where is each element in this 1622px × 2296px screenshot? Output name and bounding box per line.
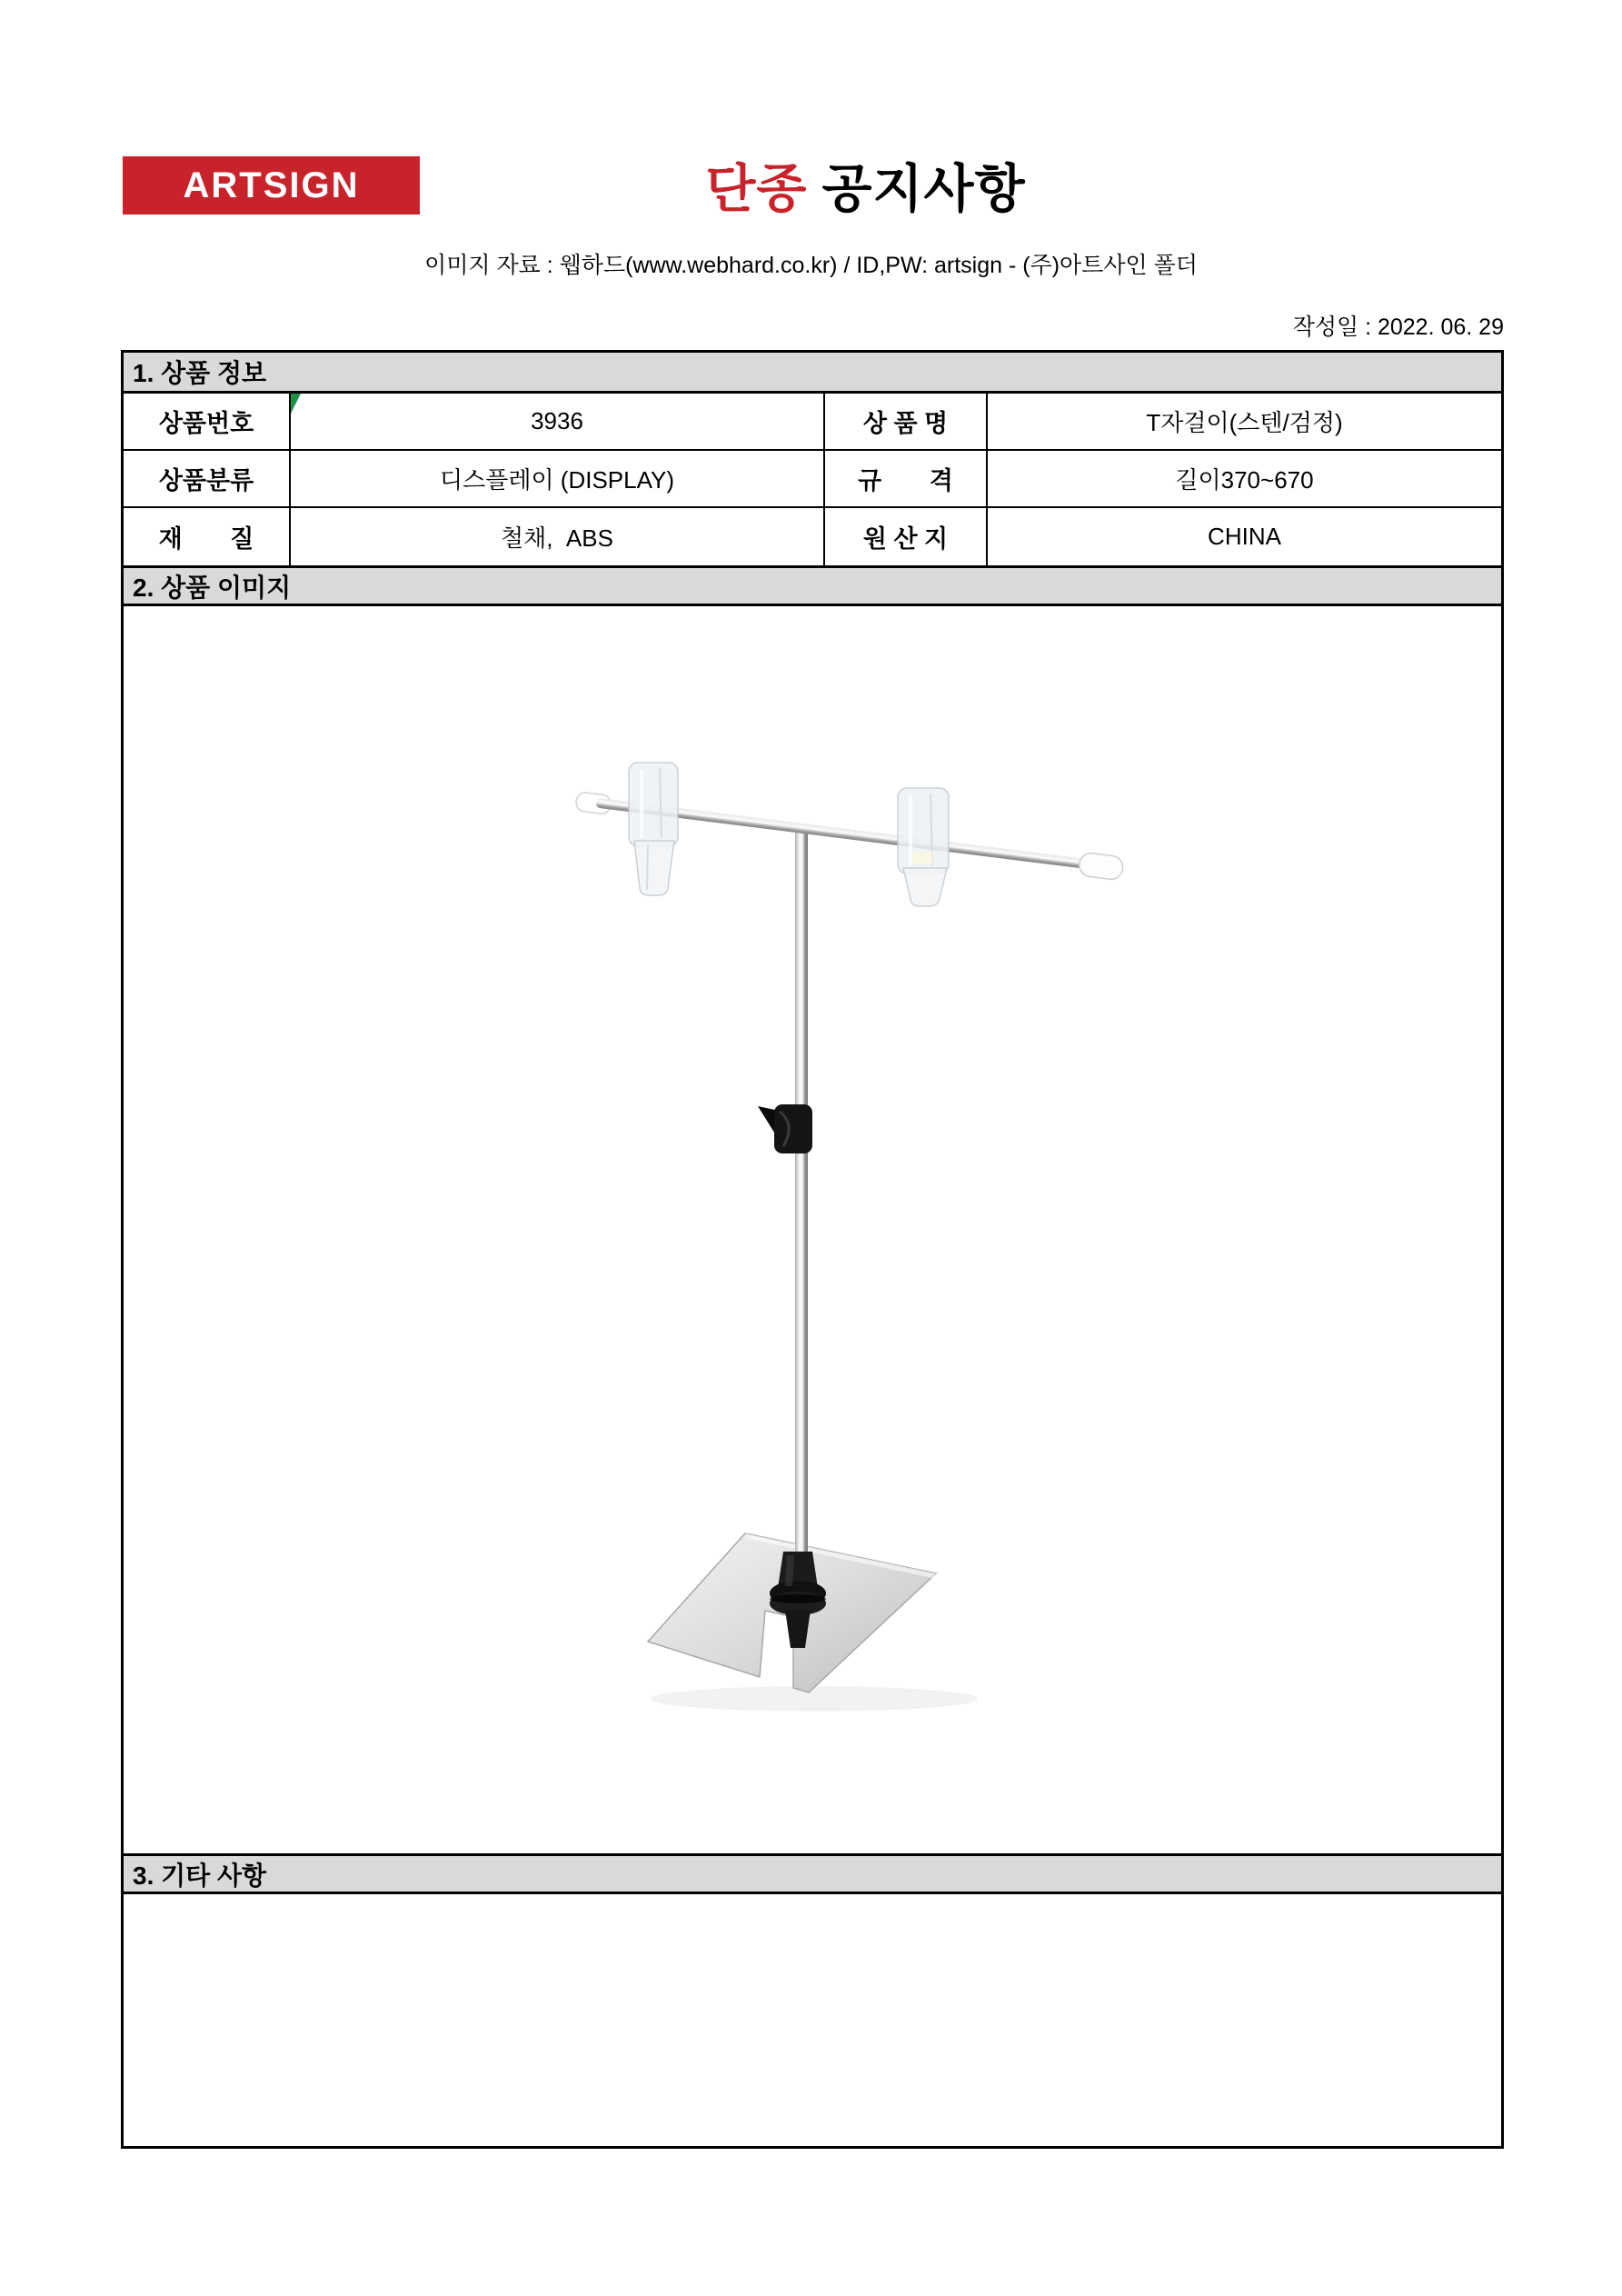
value-spec: 길이370~670 <box>1175 466 1314 494</box>
height-clamp <box>758 1104 812 1153</box>
image-source-note: 이미지 자료 : 웹하드(www.webhard.co.kr) / ID,PW: artsign - (주)아트사인 폴더 <box>424 253 1198 278</box>
artsign-logo-text: ARTSIGN <box>183 165 360 205</box>
product-notice-table <box>121 350 1504 2149</box>
clip-right <box>898 788 949 906</box>
value-product-category: 디스플레이 (DISPLAY) <box>291 451 825 506</box>
value-material: 철채, ABS <box>291 508 825 565</box>
product-image-area <box>124 606 1501 1853</box>
notes-area <box>124 1894 1501 2146</box>
base-shadow <box>651 1686 978 1712</box>
label-product-category: 상품분류 <box>124 451 291 506</box>
crossbar-right-cap <box>1078 852 1124 881</box>
table-row <box>124 451 1501 508</box>
page-title-rest: 공지사항 <box>821 160 1026 218</box>
created-date: 작성일 : 2022. 06. 29 <box>1292 314 1504 340</box>
table-row <box>124 394 1501 451</box>
page-title-red: 단종 <box>705 160 808 218</box>
section-header-product-image: 2. 상품 이미지 <box>124 565 1501 606</box>
section-header-etc: 3. 기타 사항 <box>124 1853 1501 1894</box>
cell-corner-marker <box>291 394 301 414</box>
label-spec: 규 격 <box>825 451 988 506</box>
stand-pole <box>795 824 808 1566</box>
label-product-number: 상품번호 <box>124 394 291 449</box>
value-product-number: 3936 <box>291 394 825 449</box>
label-origin: 원 산 지 <box>825 508 988 565</box>
table-row <box>124 508 1501 565</box>
label-product-name: 상 품 명 <box>825 394 988 449</box>
product-photo <box>124 606 1501 1853</box>
clip-left <box>629 763 678 895</box>
label-material: 재 질 <box>124 508 291 565</box>
value-origin: CHINA <box>1208 523 1281 550</box>
section-header-product-info: 1. 상품 정보 <box>124 353 1501 394</box>
page-title <box>55 147 1622 222</box>
value-product-name: T자걸이(스텐/검정) <box>1146 409 1343 436</box>
